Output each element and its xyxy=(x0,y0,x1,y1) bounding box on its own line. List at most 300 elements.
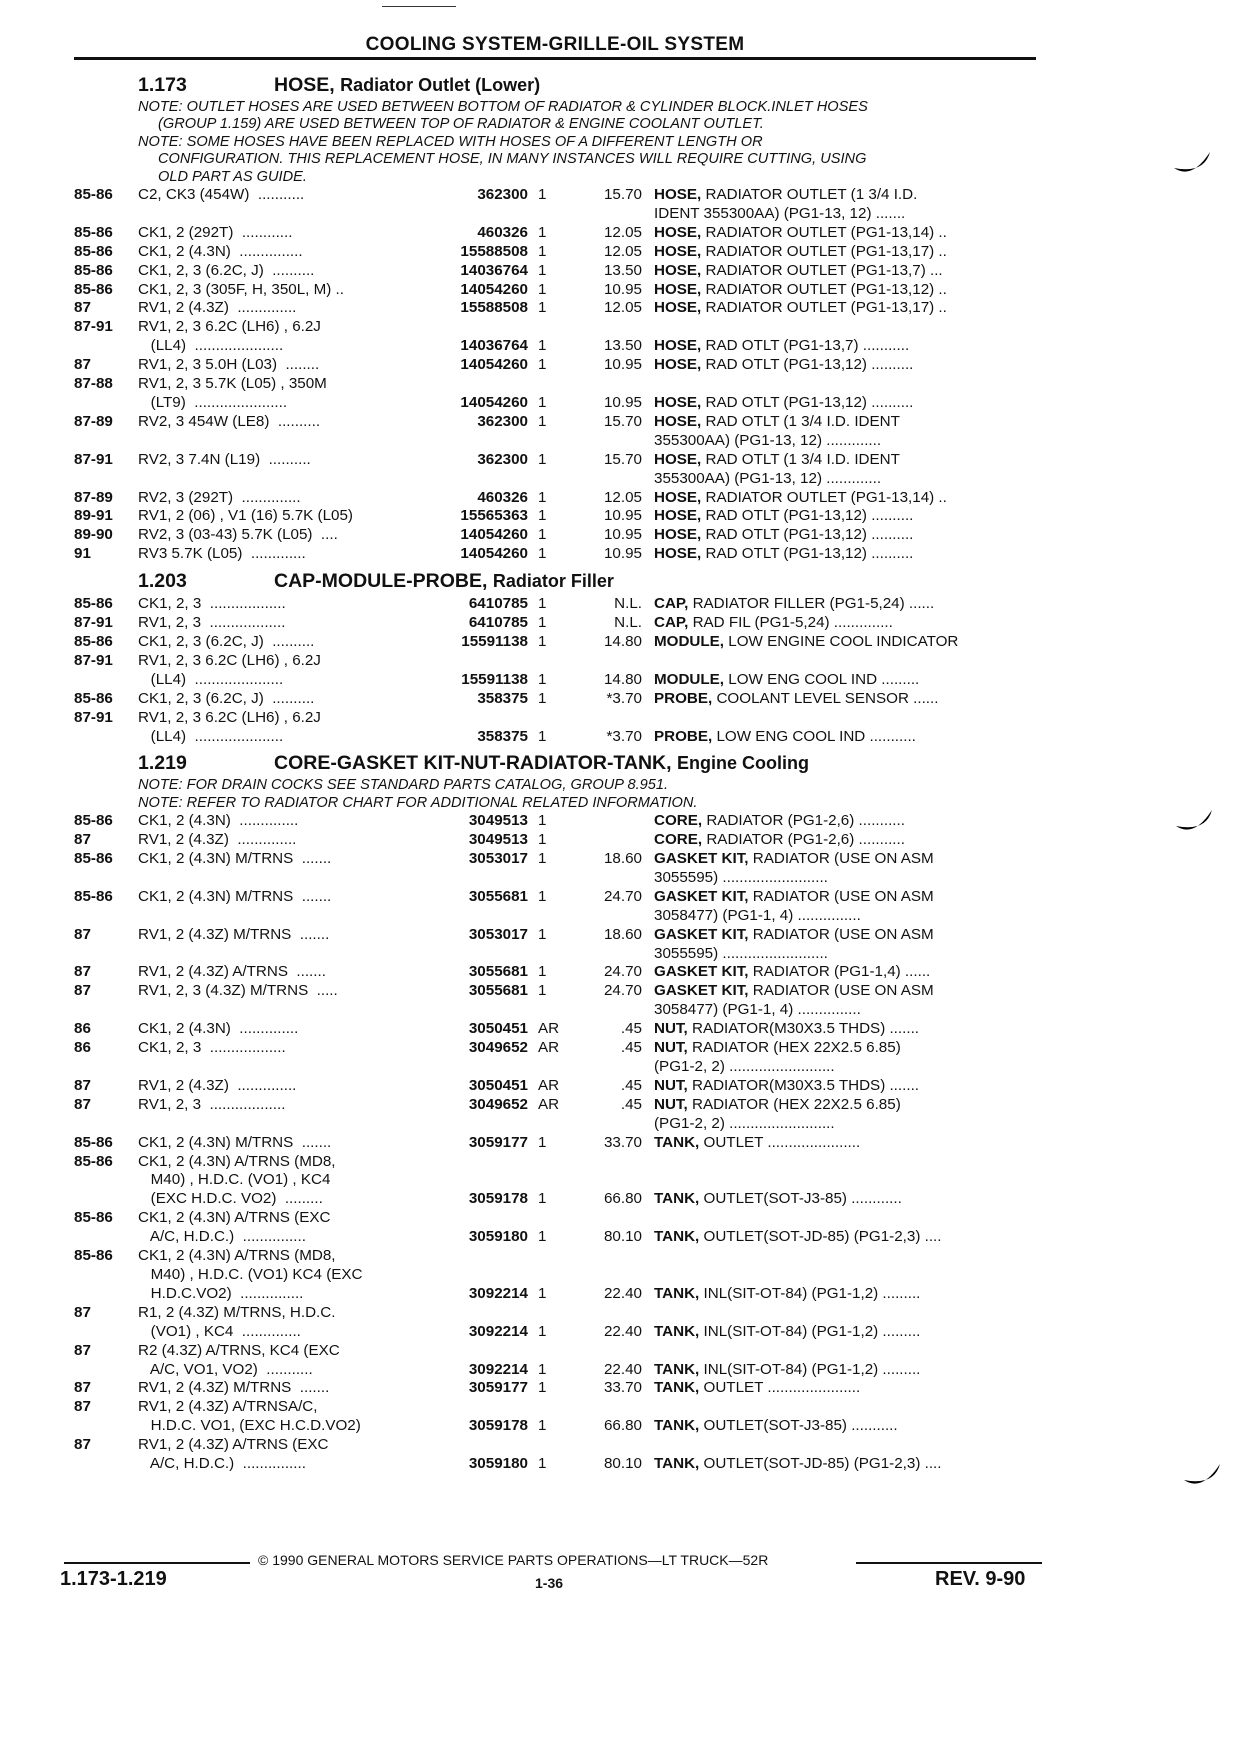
application: RV2, 3 7.4N (L19) .......... xyxy=(138,450,311,468)
quantity: 1 xyxy=(538,488,547,506)
part-name xyxy=(642,888,1036,907)
section-number: 1.173 xyxy=(138,74,187,96)
price: 80.10 xyxy=(603,1228,642,1246)
part-name-detail: RAD OTLT (PG1-13,7) ........... xyxy=(705,337,910,355)
price: 15.70 xyxy=(603,186,642,204)
part-name xyxy=(642,432,1036,451)
part-name xyxy=(642,545,1036,564)
part-row xyxy=(74,243,1036,262)
model-year: 87 xyxy=(74,831,91,849)
part-name-detail: RAD OTLT (PG1-13,12) .......... xyxy=(705,507,914,525)
note-line: NOTE: FOR DRAIN COCKS SEE STANDARD PARTS CATALOG, GROUP 8.951. xyxy=(138,777,669,794)
price: 18.60 xyxy=(603,850,642,868)
quantity: 1 xyxy=(538,1228,547,1246)
quantity: 1 xyxy=(538,670,547,688)
binder-ring-mark xyxy=(1170,150,1214,178)
part-number: 15588508 xyxy=(460,242,528,260)
price: 10.95 xyxy=(603,526,642,544)
model-year: 87-91 xyxy=(74,318,113,336)
part-name-detail: OUTLET(SOT-J3-85) ........... xyxy=(703,1417,898,1435)
note-line: (GROUP 1.159) ARE USED BETWEEN TOP OF RADIATOR & ENGINE COOLANT OUTLET. xyxy=(158,116,764,133)
part-row xyxy=(74,1455,1036,1474)
application: (LL4) ..................... xyxy=(138,727,284,745)
part-number: 3059180 xyxy=(468,1228,528,1246)
part-number: 3092214 xyxy=(468,1322,528,1340)
part-row xyxy=(74,1134,1036,1153)
application: RV1, 2, 3 .................. xyxy=(138,614,286,632)
model-year: 87-91 xyxy=(74,708,113,726)
model-year: 87 xyxy=(74,1341,91,1359)
part-name-detail: RADIATOR(M30X3.5 THDS) ....... xyxy=(691,1020,920,1038)
model-year: 89-91 xyxy=(74,507,113,525)
price: 15.70 xyxy=(603,412,642,430)
part-name-detail: RADIATOR (HEX 22X2.5 6.85) xyxy=(691,1095,901,1113)
quantity: 1 xyxy=(538,1455,547,1473)
model-year: 87 xyxy=(74,925,91,943)
part-name xyxy=(642,633,1036,652)
part-name xyxy=(642,337,1036,356)
note-line: CONFIGURATION. THIS REPLACEMENT HOSE, IN MANY INSTANCES WILL REQUIRE CUTTING, USING xyxy=(158,151,867,168)
part-name-detail: INL(SIT-OT-84) (PG1-1,2) ......... xyxy=(703,1284,921,1302)
model-year: 85-86 xyxy=(74,1247,113,1265)
part-name-detail: LOW ENG COOL IND ......... xyxy=(728,670,920,688)
model-year: 85-86 xyxy=(74,186,113,204)
part-row xyxy=(74,507,1036,526)
model-year: 85-86 xyxy=(74,887,113,905)
quantity: 1 xyxy=(538,689,547,707)
part-name-detail: RAD FIL (PG1-5,24) .............. xyxy=(692,614,893,632)
part-number: 14036764 xyxy=(460,261,528,279)
part-name-detail: RAD OTLT (PG1-13,12) .......... xyxy=(705,545,914,563)
part-name xyxy=(642,1020,1036,1039)
part-row xyxy=(74,907,1036,926)
part-name xyxy=(642,1361,1036,1380)
quantity: 1 xyxy=(538,412,547,430)
application: (VO1) , KC4 .............. xyxy=(138,1322,301,1340)
part-row xyxy=(74,614,1036,633)
part-name xyxy=(642,243,1036,262)
part-name-noun: GASKET KIT, xyxy=(654,887,749,905)
part-name-noun: HOSE, xyxy=(654,526,702,544)
application: CK1, 2, 3 .................. xyxy=(138,595,286,613)
part-name-noun: HOSE, xyxy=(654,299,702,317)
part-name xyxy=(642,489,1036,508)
part-name-noun: GASKET KIT, xyxy=(654,982,749,1000)
part-row xyxy=(74,337,1036,356)
model-year: 85-86 xyxy=(74,632,113,650)
application: CK1, 2 (4.3N) A/TRNS (MD8, xyxy=(138,1247,336,1265)
quantity: 1 xyxy=(538,632,547,650)
application: RV1, 2, 3 6.2C (LH6) , 6.2J xyxy=(138,318,321,336)
application: (LT9) ...................... xyxy=(138,394,288,411)
model-year: 85-86 xyxy=(74,595,113,613)
quantity: 1 xyxy=(538,242,547,260)
part-name xyxy=(642,982,1036,1001)
application: RV1, 2, 3 6.2C (LH6) , 6.2J xyxy=(138,708,321,726)
part-number: 358375 xyxy=(477,689,528,707)
part-row xyxy=(74,1077,1036,1096)
section-title-main: HOSE, xyxy=(274,74,335,96)
part-name xyxy=(642,1417,1036,1436)
application: RV1, 2 (4.3Z) .............. xyxy=(138,831,297,849)
model-year: 85-86 xyxy=(74,280,113,298)
part-name-noun: MODULE, xyxy=(654,670,725,688)
part-row xyxy=(74,1361,1036,1380)
application: RV1, 2, 3 6.2C (LH6) , 6.2J xyxy=(138,651,321,669)
part-name-detail: LOW ENGINE COOL INDICATOR xyxy=(728,632,959,650)
part-name xyxy=(642,963,1036,982)
part-number: 14054260 xyxy=(460,526,528,544)
part-name-detail: RADIATOR OUTLET (PG1-13,14) .. xyxy=(705,488,947,506)
part-number: 3059178 xyxy=(468,1417,528,1435)
part-row xyxy=(74,1398,1036,1417)
part-name-detail: OUTLET ...................... xyxy=(703,1379,861,1397)
part-number: 3049513 xyxy=(468,831,528,849)
model-year: 85-86 xyxy=(74,223,113,241)
part-row xyxy=(74,1247,1036,1266)
quantity: 1 xyxy=(538,1322,547,1340)
application: RV1, 2 (4.3Z) .............. xyxy=(138,1076,297,1094)
model-year: 87 xyxy=(74,1436,91,1454)
part-row xyxy=(74,451,1036,470)
part-number: 358375 xyxy=(477,727,528,745)
part-name-noun: HOSE, xyxy=(654,280,702,298)
part-row xyxy=(74,652,1036,671)
part-row xyxy=(74,299,1036,318)
part-name-detail: RADIATOR (HEX 22X2.5 6.85) xyxy=(691,1039,901,1057)
part-row xyxy=(74,432,1036,451)
part-row xyxy=(74,1323,1036,1342)
part-name-noun: TANK, xyxy=(654,1417,700,1435)
application: CK1, 2 (4.3N) .............. xyxy=(138,812,299,830)
part-name-noun: CORE, xyxy=(654,812,703,830)
part-name xyxy=(642,1285,1036,1304)
application: M40) , H.D.C. (VO1) , KC4 xyxy=(138,1171,331,1189)
price: 10.95 xyxy=(603,507,642,525)
part-name xyxy=(642,850,1036,869)
model-year: 87-91 xyxy=(74,450,113,468)
part-name-noun: GASKET KIT, xyxy=(654,850,749,868)
part-number: 3053017 xyxy=(468,850,528,868)
part-name-noun: HOSE, xyxy=(654,545,702,563)
model-year: 87 xyxy=(74,356,91,374)
application: CK1, 2 (4.3N) M/TRNS ....... xyxy=(138,1133,332,1151)
model-year: 85-86 xyxy=(74,850,113,868)
section-note xyxy=(74,777,1036,794)
part-name-detail: RAD OTLT (1 3/4 I.D. IDENT xyxy=(705,450,900,468)
part-name-detail: RADIATOR (USE ON ASM xyxy=(752,925,934,943)
part-name-detail: RADIATOR OUTLET (PG1-13,14) .. xyxy=(705,223,947,241)
part-row xyxy=(74,262,1036,281)
application: CK1, 2 (4.3N) A/TRNS (MD8, xyxy=(138,1152,336,1170)
application: RV2, 3 454W (LE8) .......... xyxy=(138,412,321,430)
part-row xyxy=(74,1342,1036,1361)
part-name-noun: HOSE, xyxy=(654,261,702,279)
quantity: 1 xyxy=(538,963,547,981)
part-name-detail: RADIATOR (USE ON ASM xyxy=(752,982,934,1000)
part-number: 3050451 xyxy=(468,1076,528,1094)
price: .45 xyxy=(620,1039,642,1057)
part-name-detail: INL(SIT-OT-84) (PG1-1,2) ......... xyxy=(703,1360,921,1378)
part-name-noun: NUT, xyxy=(654,1095,688,1113)
model-year: 91 xyxy=(74,545,91,563)
part-name-detail: RADIATOR (PG1-2,6) ........... xyxy=(706,831,905,849)
price: 33.70 xyxy=(603,1379,642,1397)
price: 14.80 xyxy=(603,632,642,650)
top-rule xyxy=(382,6,456,7)
part-name xyxy=(642,812,1036,831)
part-row xyxy=(74,690,1036,709)
part-name-detail: OUTLET(SOT-JD-85) (PG1-2,3) .... xyxy=(703,1228,942,1246)
application: R2 (4.3Z) A/TRNS, KC4 (EXC xyxy=(138,1341,340,1359)
binder-ring-mark xyxy=(1180,1462,1224,1490)
part-row xyxy=(74,1266,1036,1285)
section-note xyxy=(74,795,1036,812)
model-year: 85-86 xyxy=(74,1209,113,1227)
model-year: 86 xyxy=(74,1020,91,1038)
application: CK1, 2, 3 (6.2C, J) .......... xyxy=(138,632,315,650)
part-name xyxy=(642,205,1036,224)
model-year: 85-86 xyxy=(74,1152,113,1170)
part-row xyxy=(74,1304,1036,1323)
price: 24.70 xyxy=(603,887,642,905)
quantity: 1 xyxy=(538,545,547,563)
part-name-noun: TANK, xyxy=(654,1360,700,1378)
part-number: 362300 xyxy=(477,412,528,430)
part-number: 6410785 xyxy=(468,595,528,613)
application: RV1, 2 (4.3Z) .............. xyxy=(138,299,297,317)
application: RV1, 2 (06) , V1 (16) 5.7K (L05) xyxy=(138,507,353,525)
model-year: 87 xyxy=(74,299,91,317)
part-number: 3050451 xyxy=(468,1020,528,1038)
part-name-detail: 3058477) (PG1-1, 4) ............... xyxy=(654,906,861,924)
application: CK1, 2, 3 (6.2C, J) .......... xyxy=(138,689,315,707)
part-row xyxy=(74,1417,1036,1436)
quantity: AR xyxy=(538,1039,560,1057)
binder-ring-mark xyxy=(1172,808,1216,836)
price: 80.10 xyxy=(603,1455,642,1473)
price: 13.50 xyxy=(603,337,642,355)
part-row xyxy=(74,470,1036,489)
application: RV1, 2, 3 5.0H (L03) ........ xyxy=(138,356,320,374)
note-line: OLD PART AS GUIDE. xyxy=(158,168,307,185)
model-year: 87-89 xyxy=(74,412,113,430)
part-name-detail: RADIATOR OUTLET (PG1-13,17) .. xyxy=(705,299,947,317)
price: 15.70 xyxy=(603,450,642,468)
part-name-detail: RADIATOR (USE ON ASM xyxy=(752,887,934,905)
quantity: AR xyxy=(538,1020,560,1038)
footer-page-number: 1-36 xyxy=(535,1575,564,1591)
part-number: 460326 xyxy=(477,223,528,241)
part-name-noun: CAP, xyxy=(654,595,689,613)
part-row xyxy=(74,1058,1036,1077)
part-name xyxy=(642,1134,1036,1153)
part-name-noun: HOSE, xyxy=(654,356,702,374)
price: .45 xyxy=(620,1095,642,1113)
part-row xyxy=(74,869,1036,888)
part-name-noun: TANK, xyxy=(654,1228,700,1246)
quantity: 1 xyxy=(538,1417,547,1435)
part-row xyxy=(74,709,1036,728)
quantity: 1 xyxy=(538,337,547,355)
part-name-detail: OUTLET ...................... xyxy=(703,1133,861,1151)
header-rule xyxy=(74,57,1036,60)
price: 10.95 xyxy=(603,545,642,563)
application: C2, CK3 (454W) ........... xyxy=(138,186,305,204)
part-number: 14054260 xyxy=(460,545,528,563)
part-name xyxy=(642,1001,1036,1020)
note-line: NOTE: OUTLET HOSES ARE USED BETWEEN BOTTOM OF RADIATOR & CYLINDER BLOCK.INLET HOSES xyxy=(138,99,868,115)
model-year: 85-86 xyxy=(74,689,113,707)
part-name-noun: HOSE, xyxy=(654,186,702,204)
part-name-noun: TANK, xyxy=(654,1133,700,1151)
part-row xyxy=(74,831,1036,850)
part-name-noun: HOSE, xyxy=(654,394,702,411)
quantity: 1 xyxy=(538,299,547,317)
footer-rule-right xyxy=(856,1562,1042,1564)
quantity: 1 xyxy=(538,450,547,468)
part-name-noun: HOSE, xyxy=(654,488,702,506)
price: *3.70 xyxy=(606,727,642,745)
part-name xyxy=(642,1379,1036,1398)
quantity: 1 xyxy=(538,982,547,1000)
part-name xyxy=(642,1323,1036,1342)
application: H.D.C.VO2) ............... xyxy=(138,1284,304,1302)
model-year: 89-90 xyxy=(74,526,113,544)
application: A/C, H.D.C.) ............... xyxy=(138,1455,306,1473)
quantity: 1 xyxy=(538,356,547,374)
application: A/C, H.D.C.) ............... xyxy=(138,1228,306,1246)
part-name-detail: 3055595) ......................... xyxy=(654,868,828,886)
part-name xyxy=(642,690,1036,709)
part-number: 3053017 xyxy=(468,925,528,943)
section-title xyxy=(274,569,614,594)
part-number: 3049652 xyxy=(468,1095,528,1113)
part-name xyxy=(642,671,1036,690)
application: CK1, 2 (4.3N) A/TRNS (EXC xyxy=(138,1209,331,1227)
part-number: 3055681 xyxy=(468,887,528,905)
model-year: 87 xyxy=(74,1398,91,1416)
quantity: 1 xyxy=(538,812,547,830)
note-line: NOTE: SOME HOSES HAVE BEEN REPLACED WITH HOSES OF A DIFFERENT LENGTH OR xyxy=(138,133,763,150)
application: (LL4) ..................... xyxy=(138,670,284,688)
part-row xyxy=(74,375,1036,394)
application: CK1, 2 (4.3N) ............... xyxy=(138,242,303,260)
section-title xyxy=(274,751,809,776)
part-number: 362300 xyxy=(477,186,528,204)
quantity: 1 xyxy=(538,1379,547,1397)
application: RV2, 3 (292T) .............. xyxy=(138,488,301,506)
part-name-noun: NUT, xyxy=(654,1020,688,1038)
part-name-detail: RADIATOR OUTLET (PG1-13,7) ... xyxy=(705,261,943,279)
price: 10.95 xyxy=(603,280,642,298)
part-row xyxy=(74,926,1036,945)
model-year: 87 xyxy=(74,1379,91,1397)
part-number: 14054260 xyxy=(460,280,528,298)
quantity: 1 xyxy=(538,614,547,632)
part-name-detail: 3055595) ......................... xyxy=(654,944,828,962)
section-number: 1.203 xyxy=(138,570,187,593)
section-subtitle: Radiator Outlet (Lower) xyxy=(340,75,541,95)
part-row xyxy=(74,1020,1036,1039)
application: H.D.C. VO1, (EXC H.C.D.VO2) xyxy=(138,1417,361,1435)
part-row xyxy=(74,982,1036,1001)
part-name xyxy=(642,595,1036,614)
part-name xyxy=(642,1455,1036,1474)
quantity: AR xyxy=(538,1076,560,1094)
application: (EXC H.D.C. VO2) ......... xyxy=(138,1190,323,1208)
quantity: 1 xyxy=(538,850,547,868)
section-heading xyxy=(74,569,1036,594)
application: CK1, 2, 3 (6.2C, J) .......... xyxy=(138,261,315,279)
part-name-detail: OUTLET(SOT-J3-85) ............ xyxy=(703,1190,902,1208)
quantity: 1 xyxy=(538,280,547,298)
part-name-detail: RADIATOR (PG1-1,4) ...... xyxy=(752,963,931,981)
part-row xyxy=(74,1001,1036,1020)
application: R1, 2 (4.3Z) M/TRNS, H.D.C. xyxy=(138,1303,336,1321)
price: .45 xyxy=(620,1076,642,1094)
part-row xyxy=(74,1285,1036,1304)
part-name-noun: NUT, xyxy=(654,1039,688,1057)
part-row xyxy=(74,671,1036,690)
price: 18.60 xyxy=(603,925,642,943)
note-line: NOTE: REFER TO RADIATOR CHART FOR ADDITIONAL RELATED INFORMATION. xyxy=(138,794,698,811)
page-header: COOLING SYSTEM-GRILLE-OIL SYSTEM xyxy=(365,34,745,55)
part-name-detail: RADIATOR OUTLET (1 3/4 I.D. xyxy=(705,186,918,204)
price: 22.40 xyxy=(603,1284,642,1302)
part-row xyxy=(74,1096,1036,1115)
part-name-noun: PROBE, xyxy=(654,727,713,745)
part-name xyxy=(642,728,1036,747)
part-row xyxy=(74,728,1036,747)
part-name xyxy=(642,356,1036,375)
part-name-noun: NUT, xyxy=(654,1076,688,1094)
application: CK1, 2, 3 .................. xyxy=(138,1039,286,1057)
part-name-detail: 3058477) (PG1-1, 4) ............... xyxy=(654,1001,861,1019)
part-row xyxy=(74,1039,1036,1058)
application: RV3 5.7K (L05) ............. xyxy=(138,545,306,563)
part-name-detail: RADIATOR OUTLET (PG1-13,12) .. xyxy=(705,280,947,298)
part-name xyxy=(642,614,1036,633)
section-title-main: CORE-GASKET KIT-NUT-RADIATOR-TANK, xyxy=(274,752,672,775)
application: RV1, 2, 3 (4.3Z) M/TRNS ..... xyxy=(138,982,338,1000)
part-name xyxy=(642,224,1036,243)
part-name-noun: CORE, xyxy=(654,831,703,849)
price: 66.80 xyxy=(603,1417,642,1435)
part-name-detail: INL(SIT-OT-84) (PG1-1,2) ......... xyxy=(703,1322,921,1340)
part-number: 3092214 xyxy=(468,1284,528,1302)
footer-group-range: 1.173-1.219 xyxy=(60,1568,167,1590)
part-name xyxy=(642,526,1036,545)
price: *3.70 xyxy=(606,689,642,707)
price: N.L. xyxy=(614,614,642,632)
part-name xyxy=(642,470,1036,489)
quantity: AR xyxy=(538,1095,560,1113)
application: A/C, VO1, VO2) ........... xyxy=(138,1360,313,1378)
model-year: 87 xyxy=(74,1076,91,1094)
price: 12.05 xyxy=(603,488,642,506)
part-name-detail: (PG1-2, 2) ......................... xyxy=(654,1058,835,1075)
price: 22.40 xyxy=(603,1322,642,1340)
model-year: 87-89 xyxy=(74,488,113,506)
part-name-noun: HOSE, xyxy=(654,242,702,260)
part-row xyxy=(74,850,1036,869)
application: M40) , H.D.C. (VO1) KC4 (EXC xyxy=(138,1265,363,1283)
model-year: 85-86 xyxy=(74,812,113,830)
part-row xyxy=(74,318,1036,337)
part-name-noun: TANK, xyxy=(654,1379,700,1397)
application: (LL4) ..................... xyxy=(138,337,284,355)
